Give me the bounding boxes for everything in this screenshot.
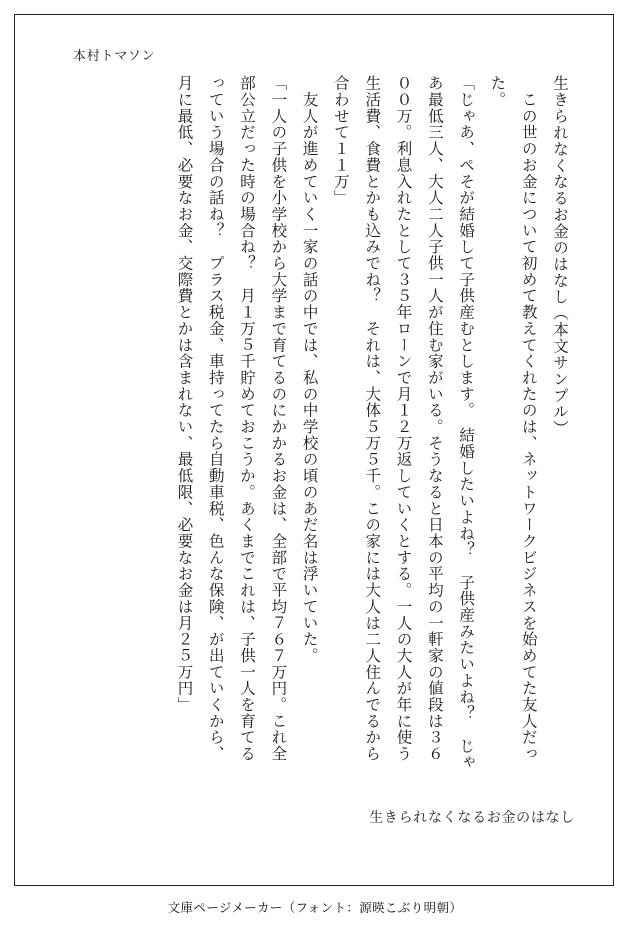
body-paragraph: 「一人の子供を小学校から大学まで育てるのにかかるお金は、全部で平均７６７万円。これ全部公立だった時の場合ね？ 月１万５千貯めておこうか。あくまでこれは、子供一人を育てるっていう場合の話ね？ プラス税金、車持ってたら自動車税、色んな保険、が出ていくから、月に最低、必要なお金、交際費とかは含まれない、最低限、必要なお金は月２５万円」 <box>175 75 287 762</box>
body-paragraph: この世のお金について初めて教えてくれたのは、ネットワークビジネスを始めてた友人だった。 <box>488 75 537 762</box>
page-caption: 文庫ページメーカー（フォント：源暎こぶり明朝） <box>167 901 463 915</box>
vertical-text-body <box>75 75 575 775</box>
body-paragraph: 「じゃあ、ぺそが結婚して子供産むとします。 結婚したいよね？ 子供産みたいよね？ じゃあ最低三人、大人二人子供一人が住む家がいる。そうなると日本の平均の一軒家の値段は３６００万。利息入れたとして３５年ローンで月１２万返していくとする。一人の大人が年に使う生活費、食費とかも込みでね？ それは、大体５万５千。この家には大人は二人住んでるから合わせて１１万」 <box>331 75 475 771</box>
body-paragraph: 友人が進めていく一家の話の中では、私の中学校の頃のあだ名は浮いていた。 <box>300 75 318 664</box>
author-name: 本村トマソン <box>73 48 156 63</box>
running-title: 生きられなくなるお金のはなし <box>369 811 575 826</box>
page-title: 生きられなくなるお金のはなし（本文サンプル） <box>551 75 568 437</box>
document-page <box>14 14 614 886</box>
